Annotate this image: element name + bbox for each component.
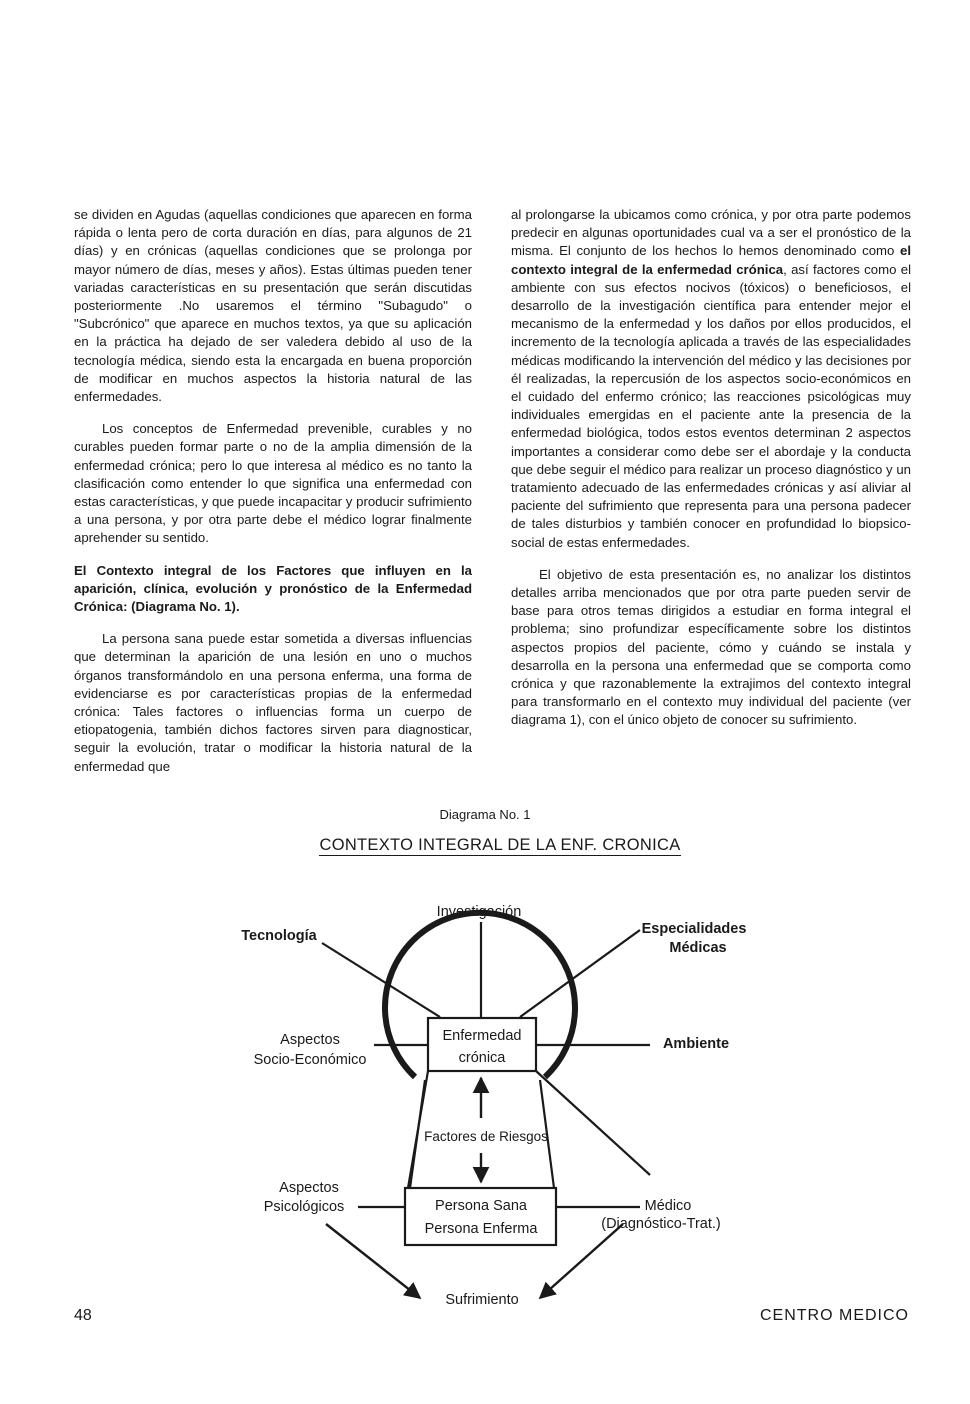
label-enfermedad-1: Enfermedad [442, 1028, 522, 1044]
diagram-title: CONTEXTO INTEGRAL DE LA ENF. CRONICA [319, 836, 681, 854]
label-aspectos-psico-2: Psicológicos [263, 1199, 345, 1215]
label-factores: Factores de Riesgos [424, 1129, 548, 1144]
journal-name: CENTRO MEDICO [760, 1307, 909, 1324]
label-persona-enferma: Persona Enferma [424, 1221, 538, 1237]
label-investigacion: Investigación [436, 904, 522, 920]
label-especialidades-1: Especialidades [641, 921, 747, 937]
line-persona-left [410, 1080, 425, 1188]
left-paragraph-1: se dividen en Agudas (aquellas condiciones que aparecen en forma rápida o lenta pero de corta duración en días, para algunos de 21 días) y en crónicas (aquellas condiciones que se prolonga por mayor número de días, meses y años). Estas últimas pueden tener variadas características en su presentación que serán discutidas posteriormente .No usaremos el término "Subagudo" o "Subcrónico" que aparece en muchos textos, ya que su aplicación en la práctica ha dejado de ser valedera debido al uso de la tecnología médica, siendo esta la encargada en buena proporción de modificar en muchos aspectos la historia natural de las enfermedades. [74, 207, 472, 405]
label-aspectos-socio-1: Aspectos [280, 1032, 340, 1048]
right-paragraph-1-a: al prolongarse la ubicamos como crónica, y por otra parte podemos predecir en algunas oportunidades cual va a ser el pronóstico de la misma. El conjunto de los hechos lo hemos denominado como [511, 207, 911, 259]
line-especialidades [520, 930, 640, 1017]
label-tecnologia: Tecnología [241, 928, 317, 944]
label-persona-sana: Persona Sana [435, 1198, 527, 1214]
right-paragraph-2: El objetivo de esta presentación es, no analizar los distintos detalles arriba mencionados que por otra parte pueden servir de base para otros temas dirigidos a estudiar en forma integral el problema; sino profundizar específicamente sobre los distintos aspectos propios del paciente, cómo y cuándo se instala y desarrolla en la persona una enfermedad que se comporta como crónica y que razonablemente la extrajimos del contexto integral para transformarlo en el contexto muy individual del paciente (ver diagrama 1), con el único objeto de conocer su sufrimiento. [511, 566, 911, 728]
section-heading: El Contexto integral de los Factores que influyen en la aparición, clínica, evolución y pronóstico de la Enfermedad Crónica: (Diagrama No. 1). [74, 562, 472, 615]
line-medico-top [536, 1071, 650, 1175]
left-paragraph-3: La persona sana puede estar sometida a diversas influencias que determinan la aparición de una lesión en uno o muchos órganos transformándolo en una persona enferma, una forma de evidenciarse es por características propias de la enfermedad crónica: Tales factores o influencias forma un cuerpo de etiopatogenia, también dichos factores sirven para diagnosticar, seguir la evolución, tratar o modificar la historia natural de la enfermedad que [74, 631, 472, 774]
right-paragraph-1-bold: el contexto integral de la enfermedad crónica [511, 243, 911, 277]
label-ambiente: Ambiente [662, 1036, 730, 1052]
label-medico-2: (Diagnóstico-Trat.) [601, 1216, 721, 1232]
label-especialidades-2: Médicas [669, 940, 727, 956]
label-sufrimiento: Sufrimiento [445, 1292, 519, 1308]
page-number: 48 [74, 1307, 92, 1324]
line-tecnologia [322, 943, 440, 1017]
right-paragraph-1-b: , así factores como el ambiente con sus efectos nocivos (tóxicos) o beneficiosos, el desarrollo de la investigación científica para entender mejor el mecanismo de la enfermedad y los daños por ellos producidos, el incremento de la tecnología aplicada a través de las especialidades médicas modificando la intervención del médico y las decisiones por él realizadas, la repercusión de los aspectos socio-económicos en el cuidado del enfermo crónico; las reacciones psicológicas muy individuales emergidas en el paciente ante la presencia de la enfermedad biológica, todos estos eventos determinan 2 aspectos importantes a considerar como debe ser el abordaje y la conducta que debe seguir el médico para realizar un proceso diagnóstico y un tratamiento adecuado de las enfermedades crónicas y así aliviar al paciente del sufrimiento que representa para una persona padecer de tales disturbios y también conocer en profundidad lo biopsico-social de estas enfermedades. [511, 261, 911, 550]
diagram-caption: Diagrama No. 1 [439, 807, 531, 822]
label-enfermedad-2: crónica [458, 1050, 506, 1066]
label-aspectos-socio-2: Socio-Económico [253, 1052, 367, 1068]
left-paragraph-2: Los conceptos de Enfermedad prevenible, curables y no curables pueden formar parte o no de la amplia dimensión de la enfermedad crónica; pero lo que interesa al médico es no tanto la clasificación como entender lo que significa una enfermedad con estas características, y que puede incapacitar y producir sufrimiento a una persona, y por otra parte debe el médico lograr finalmente aprehender su sentido. [74, 421, 472, 546]
label-medico-1: Médico [644, 1198, 692, 1214]
label-aspectos-psico-1: Aspectos [279, 1180, 339, 1196]
